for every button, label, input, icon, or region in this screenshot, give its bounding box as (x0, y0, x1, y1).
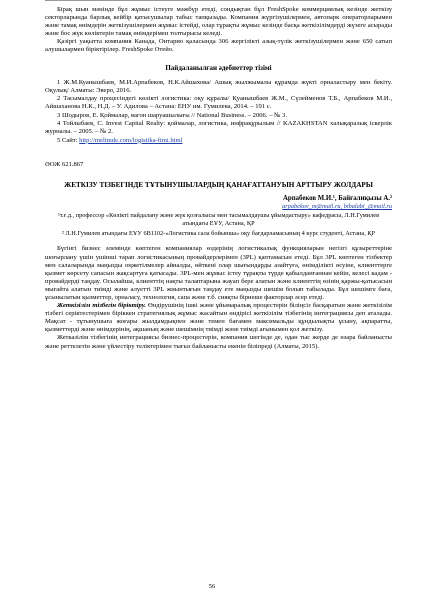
body-keyword: Жеткізілім тізбегін біріктіру. (57, 302, 146, 310)
body-paragraph-3: Жетказілім тізбегінің интеграциясы бизнес-процестерін, компания шегінде де, одан тыс жерде де өзара байланысты және реттелетін және үйлестіру теліктерімен тығыз байланысты екенін біліпреді (Алматы, 2015). (45, 334, 392, 350)
udc-code: ӘОЖ 621.867 (45, 160, 84, 168)
article-title: ЖЕТКІЗУ ТІЗБЕГІНДЕ ТҰТЫНУШЫЛАРДЫҢ ҚАНАҒАТТАНУЫН АРТТЫРУ ЖОЛДАРЫ (64, 180, 373, 189)
reference-5-link[interactable]: http://melimde.com/logistika-fimi.html (79, 136, 183, 144)
intro-paragraph-1: Бірақ шын мәнінде бұл жұмыс істеуге мәжбүр етеді, сондықтан бұл FreshSpoke коммерциялық кезінде жеткізу секторларында барлық кейбір қатысушылар табыс тапқызады. Компания жүргізушілермен, автопарк операторларымен және тамақ өнімдерін жеткізушілермен жұмыс істейді, олар тұрақты жұмыс кезінде басқа жеткізілімдерді жүзеге асырады және бос жүк көліктерін тамақ өнімдерімен толтырысы келеді. (45, 6, 392, 38)
affiliation-1: ¹т.ғ.д., профессор «Көлікті пайдалану және жүк қозғалысы мен тасымалдаушы ұйымдастыру» кафедрасы, Л.Н.Гумилев атындағы ЕҰУ, Астана, ҚР (57, 212, 380, 228)
top-rule (45, 0, 392, 1)
reference-item: 4 Тойлыбаев, С. Invest Capital Realty: қоймалар, логистика, инфрақұрылым // KAZAKHSTAN халықаралық іскерлік журналы. – 2005. – № 2. (45, 120, 392, 136)
references-heading: Пайдаланылған әдебиеттер тізімі (165, 63, 272, 72)
reference-item: 1 Ж.М.Куанышбаев, М.И.Арпабеков, Н.К.Айшахова/ Ашық жылжымалы құрамда жүкті орналастыру мен бекіту. Оқулық/ Алматы: Эверо, 2016. (45, 78, 392, 94)
body-paragraph-2-text: Өндірушінің ішкі және ұйымаралық процестерін біліңсіз басқаратын және жеткізілім тізбегі серіктестерімен біріккен стратегиялық жұмыс жасайтын өндірісі жеткізілім тізбегінің интеграциясы деп аталады. Мақсат - тұтынушыға жоғары жылдамдықпен және темен бағамен максимальды құндылықты ұсыну, ақпаратты, қызметтерді және өнімдерінің, ақшаның және шешімнің тиімді және тиімді ағынымен қол жеткізу. (45, 302, 392, 334)
body-paragraph-2 (45, 302, 392, 334)
reference-item-5 (45, 137, 392, 145)
author-emails[interactable]: arpabekov_m@mail.ru, bibalabi_@mail.ru (282, 202, 392, 210)
body-paragraph-1: Бүгінгі бизнес әлемінде көптеген компаниялар өздерінің логистикалық функцияларын негізгі құзыреттеріне шоғырлану үшін ушінші тарап логистикасының провайдерлерімен (3PL) қаптамасын етеді. Бұл 3PL көптеген тізбектер мен салаларында маңызды оңжетілмелер айналды, өйткені олар шығындарды азайтуға, өнімділікті өсуіне, клиенттерге қызмет көрсету сапасын жақсартуға қатысады. 3PL-мен жұмыс істеу тұрақты түрде қабылданғаннан кейін, келесі кадам - провайдерді таңдау. Осылайша, клиенттің нақты талаптарына жауап бере алатын және клиенттің өзінің қаржы-қатысасын мығайта алатын тиімді және алуетті 3PL жиынтығын таңдау ете маңызды шешім болып табылады. Бұл шешімге баға, ұсынылатын қызметтер, орналасу, технология, сапа және т.б. сияқты бірнеше факторлар әсер етеді. (45, 245, 392, 301)
article-authors: Арпабеков М.И.¹, Байғалиқызы А.² (283, 194, 392, 202)
reference-item: 3 Шодыров, Е. Қоймалар, вагон шаруашылығы // National Business. – 2006. – № 3. (57, 111, 287, 119)
article-body (45, 245, 392, 350)
affiliation-2: ² Л.Н.Гумилев атындағы ЕҰУ 6В1102-«Логистика сала бойынша» оқу бағдарламасының 4 курс студенті, Астана, ҚР (61, 230, 376, 238)
page-number: 56 (208, 583, 216, 590)
intro-paragraph-2: Қазіргі уақытта компания Канада, Онтарио қаласында 306 жергілікті азық-түлік жеткізушілермен және 650 сатып алушылармен біріктірілер. FreshSpoke Отейо. (45, 38, 392, 54)
reference-5-prefix: 5 Сайт: (57, 136, 78, 144)
reference-item: 2 Тасымалдау процесіндегі көлікті логистика: оқу құралы/ Қуанышбаев Ж.М., Сүлейменов Т.Б., Арпабеков М.И., Айшаханова Н.К., Н.Д. – У. Адилова – Астана: ЕНУ им. Гумилева, 2014. – 191 с. (45, 95, 392, 111)
